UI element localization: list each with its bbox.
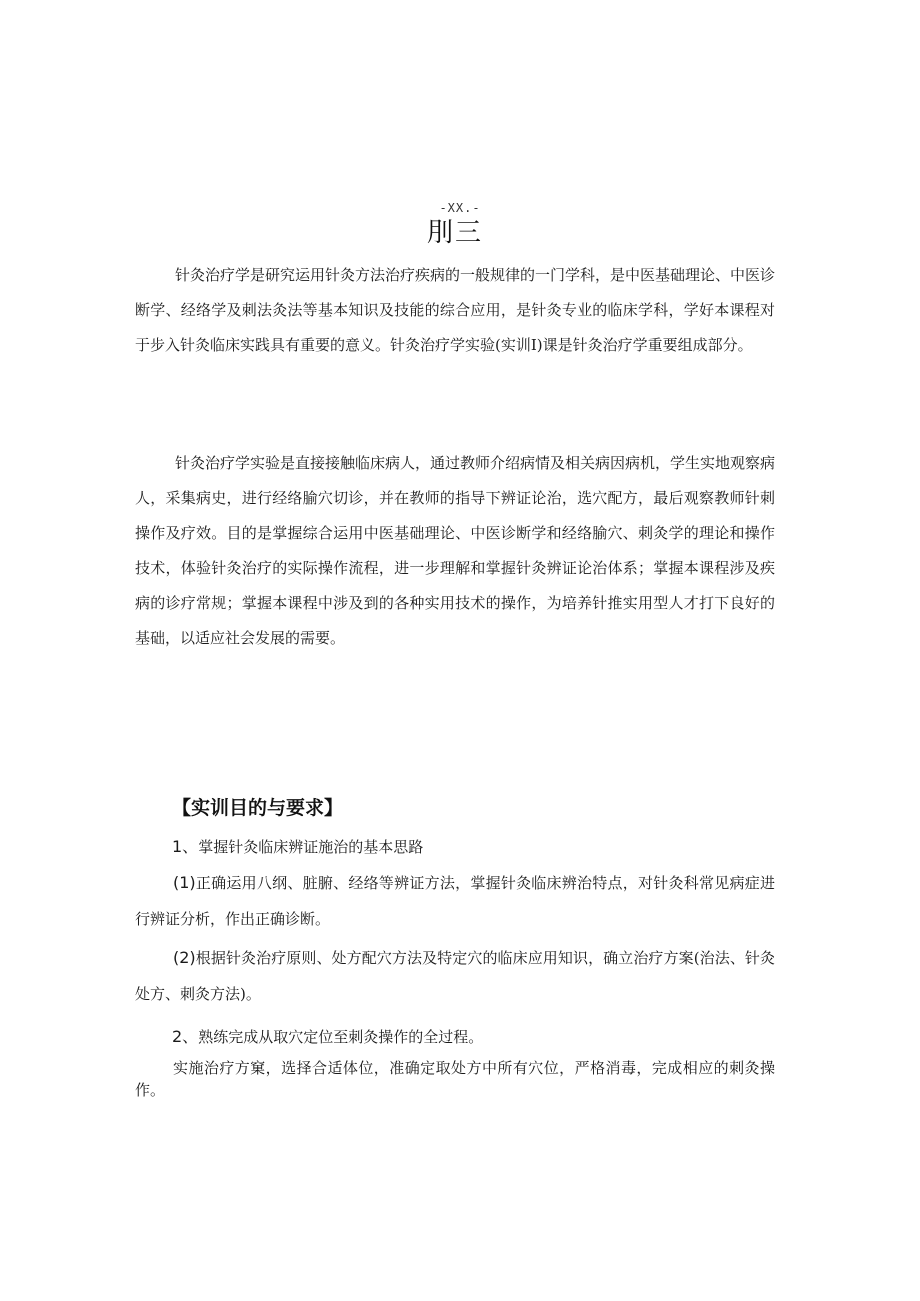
page-title: 刖三 [426, 218, 483, 248]
section-heading: 【实训目的与要求】 [172, 797, 344, 819]
requirement-subitem-1 [135, 865, 775, 937]
intro-paragraph-1: 针灸治疗学是研究运用针灸方法治疗疾病的一般规律的一门学科，是中医基础理论、中医诊断学、经络学及刺法灸法等基本知识及技能的综合应用，是针灸专业的临床学科，学好本课程对于步入针灸临床实践具有重要的意义。针灸治疗学实验(实训Ⅰ)课是针灸治疗学重要组成部分。 [135, 266, 776, 354]
requirement-item-2 [172, 1019, 772, 1055]
requirement-text: 掌握针灸临床辨证施治的基本思路 [198, 838, 424, 856]
requirement-detail: 实施治疗方窠，选择合适体位，准确定取处方中所有穴位，严格消毒，完成相应的刺灸操作。 [135, 1059, 775, 1099]
requirement-number: (2) [173, 948, 196, 967]
requirement-text: 根据针灸治疗原则、处方配穴方法及特定穴的临床应用知识，确立治疗方案(治法、针灸处方、刺灸方法)。 [135, 949, 775, 1003]
requirement-text: 正确运用八纲、脏腑、经络等辨证方法，掌握针灸临床辨治特点，对针灸科常见病症进行辨证分析，作出正确诊断。 [135, 874, 775, 928]
requirement-number: 2、 [172, 1027, 199, 1046]
header-mark: -XX.- [439, 201, 481, 215]
requirement-number: (1) [173, 873, 196, 892]
intro-paragraph-2: 针灸治疗学实验是直接接触临床病人，通过教师介绍病情及相关病因病机，学生实地观察病人，采集病史，进行经络腧穴切诊，并在教师的指导下辨证论治，选穴配方，最后观察教师针刺操作及疗效。目的是掌握综合运用中医基础理论、中医诊断学和经络腧穴、刺灸学的理论和操作技术，体验针灸治疗的实际操作流程，进一步理解和掌握针灸辨证论治体系；掌握本课程涉及疾病的诊疗常规；掌握本课程中涉及到的各种实用技术的操作，为培养针推实用型人才打下良好的基础，以适应社会发展的需要。 [135, 454, 776, 647]
requirement-item-1 [172, 829, 772, 865]
requirement-subitem-2 [135, 940, 775, 1012]
requirement-text: 熟练完成从取穴定位至刺灸操作的全过程。 [198, 1028, 484, 1046]
requirement-number: 1、 [172, 837, 199, 856]
